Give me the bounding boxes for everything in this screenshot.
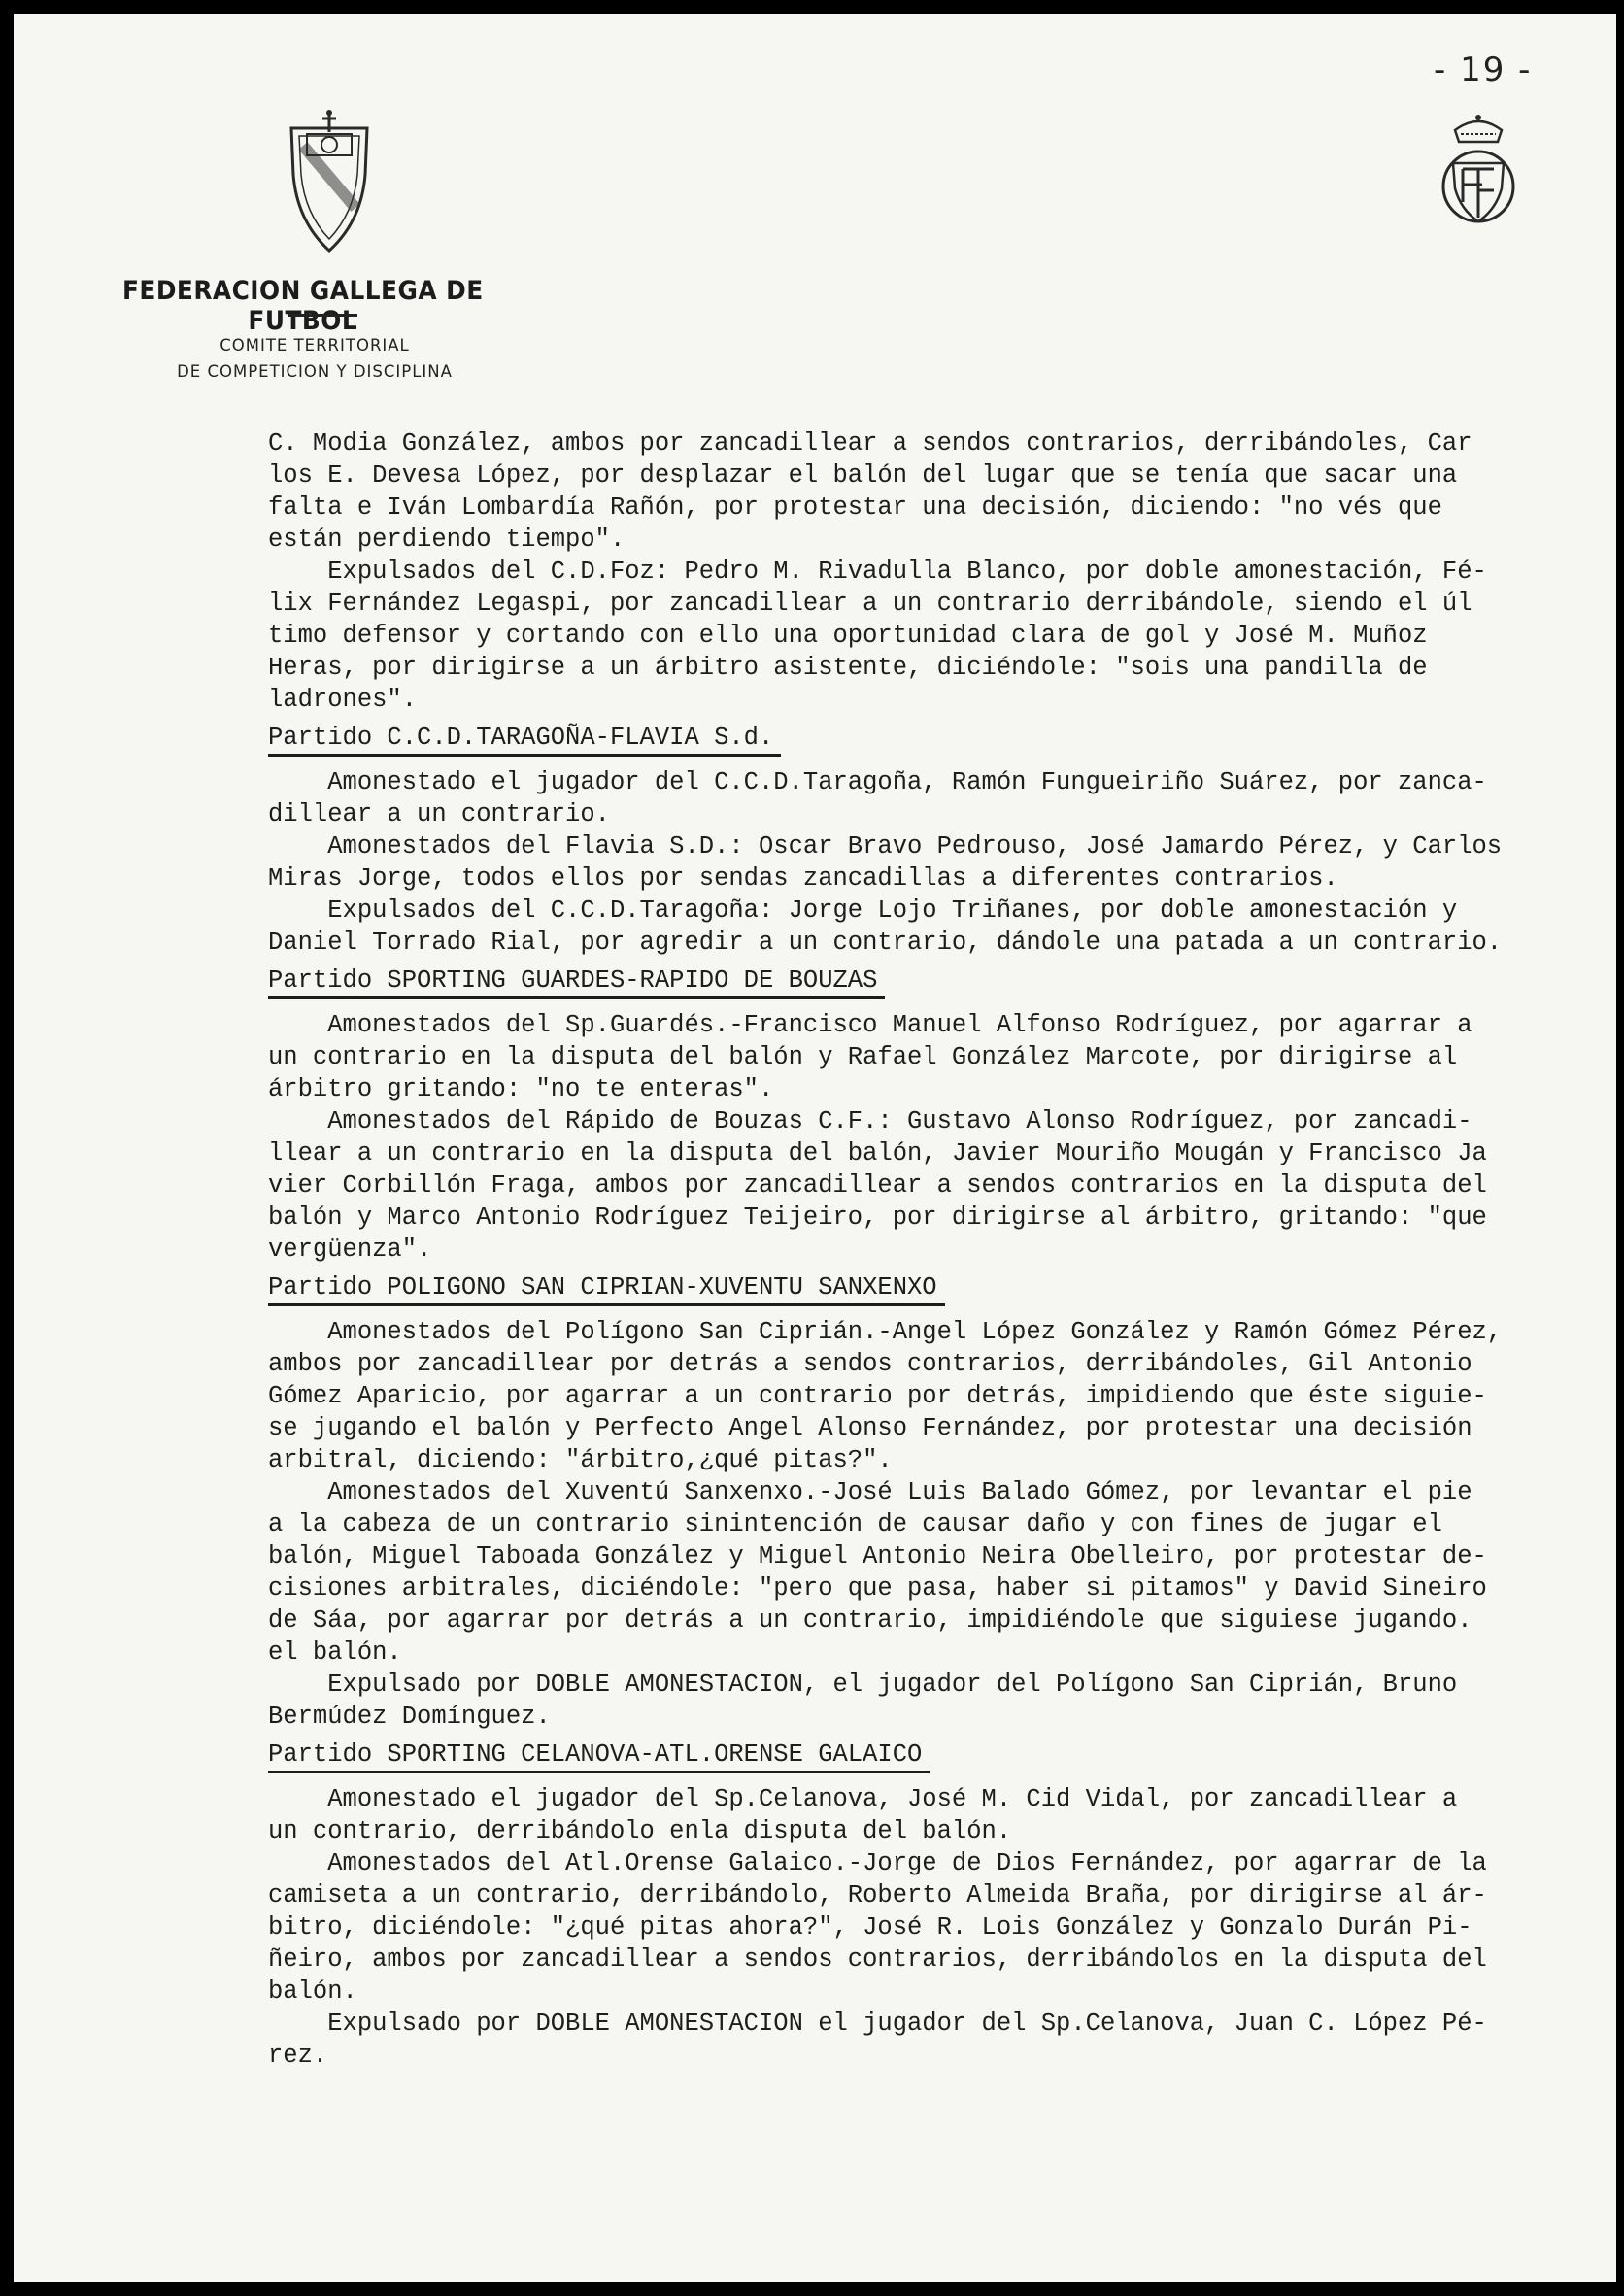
text-line: vier Corbillón Fraga, ambos por zancadillear a sendos contrarios en la disputa del [268,1171,1487,1199]
text-line: dillear a un contrario. [268,800,610,828]
paragraph-block-5 [268,1783,1616,2072]
text-line: están perdiendo tiempo". [268,525,626,554]
committee-line-1: COMITE TERRITORIAL [220,336,410,355]
federation-name: FEDERACION GALLEGA DE FUTBOL [121,276,484,336]
text-line: ambos por zancadillear por detrás a sendos contrarios, derribándoles, Gil Antonio [268,1350,1472,1378]
text-line: lix Fernández Legaspi, por zancadillear a un contrario derribándole, siendo el úl [268,590,1472,618]
document-page [14,14,1616,2282]
text-line: camiseta a un contrario, derribándolo, Roberto Almeida Braña, por dirigirse al ár- [268,1881,1487,1909]
text-line: Expulsados del C.C.D.Taragoña: Jorge Lojo Triñanes, por doble amonestación y [268,896,1458,925]
text-line: el balón. [268,1638,402,1667]
text-line: de Sáa, por agarrar por detrás a un contrario, impidiéndole que siguiese jugando. [268,1606,1472,1635]
text-line: balón y Marco Antonio Rodríguez Teijeiro, por dirigirse al árbitro, gritando: "que [268,1203,1487,1232]
text-line: Gómez Aparicio, por agarrar a un contrario por detrás, impidiendo que éste siguie- [268,1382,1487,1410]
paragraph-block-3 [268,1009,1616,1266]
page-number: - 19 - [1434,51,1533,89]
text-line: Expulsado por DOBLE AMONESTACION, el jugador del Polígono San Ciprián, Bruno [268,1671,1458,1699]
text-line: los E. Devesa López, por desplazar el balón del lugar que se tenía que sacar una [268,461,1458,490]
text-line: Amonestado el jugador del Sp.Celanova, José M. Cid Vidal, por zancadillear a [268,1785,1458,1813]
text-line: ñeiro, ambos por zancadillear a sendos contrarios, derribándolos en la disputa del [268,1945,1487,1974]
text-line: un contrario en la disputa del balón y Rafael González Marcote, por dirigirse al [268,1043,1458,1071]
federation-shield-icon [286,107,373,254]
text-line: C. Modia González, ambos por zancadillear a sendos contrarios, derribándoles, Car [268,429,1472,457]
text-line: Amonestados del Rápido de Bouzas C.F.: Gustavo Alonso Rodríguez, por zancadi- [268,1107,1472,1135]
text-line: arbitral, diciendo: "árbitro,¿qué pitas?". [268,1446,893,1474]
text-line: cisiones arbitrales, diciéndole: "pero que pasa, haber si pitamos" y David Sineiro [268,1574,1487,1603]
text-line: Amonestados del Sp.Guardés.-Francisco Manuel Alfonso Rodríguez, por agarrar a [268,1011,1472,1039]
text-line: bitro, diciéndole: "¿qué pitas ahora?", José R. Lois González y Gonzalo Durán Pi- [268,1913,1472,1941]
text-line: vergüenza". [268,1235,432,1264]
match-heading: Partido SPORTING CELANOVA-ATL.ORENSE GALAICO [268,1739,930,1773]
match-heading: Partido SPORTING GUARDES-RAPIDO DE BOUZAS [268,964,885,999]
text-line: Expulsado por DOBLE AMONESTACION el jugador del Sp.Celanova, Juan C. López Pé- [268,2009,1487,2038]
disciplinary-text [268,427,1616,2072]
text-line: rez. [268,2042,328,2070]
paragraph-block-4 [268,1316,1616,1733]
text-line: Miras Jorge, todos ellos por sendas zancadillas a diferentes contrarios. [268,864,1338,893]
text-line: Amonestado el jugador del C.C.D.Taragoña, Ramón Fungueiriño Suárez, por zanca- [268,768,1487,796]
text-line: llear a un contrario en la disputa del balón, Javier Mouriño Mougán y Francisco Ja [268,1139,1487,1167]
header-divider [288,314,357,317]
text-line: balón. [268,1977,357,2006]
text-line: Daniel Torrado Rial, por agredir a un contrario, dándole una patada a un contrario. [268,929,1503,957]
text-line: se jugando el balón y Perfecto Angel Alonso Fernández, por protestar una decisión [268,1414,1472,1442]
match-heading: Partido POLIGONO SAN CIPRIAN-XUVENTU SANXENXO [268,1271,945,1306]
committee-line-2: DE COMPETICION Y DISCIPLINA [177,362,453,381]
text-line: Amonestados del Xuventú Sanxenxo.-José Luis Balado Gómez, por levantar el pie [268,1478,1472,1506]
paragraph-block-1 [268,427,1616,716]
text-line: árbitro gritando: "no te enteras". [268,1075,774,1103]
text-line: un contrario, derribándolo enla disputa del balón. [268,1817,1012,1845]
text-line: Bermúdez Domínguez. [268,1703,551,1731]
text-line: Heras, por dirigirse a un árbitro asistente, diciéndole: "sois una pandilla de [268,654,1428,682]
text-line: Expulsados del C.D.Foz: Pedro M. Rivadulla Blanco, por doble amonestación, Fé- [268,557,1487,586]
text-line: falta e Iván Lombardía Rañón, por protestar una decisión, diciendo: "no vés que [268,493,1442,522]
text-line: timo defensor y cortando con ello una oportunidad clara de gol y José M. Muñoz [268,622,1428,650]
text-line: Amonestados del Polígono San Ciprián.-Angel López González y Ramón Gómez Pérez, [268,1318,1503,1346]
text-line: ladrones". [268,686,418,714]
text-line: a la cabeza de un contrario sinintención de causar daño y con fines de jugar el [268,1510,1442,1538]
text-line: Amonestados del Atl.Orense Galaico.-Jorge de Dios Fernández, por agarrar de la [268,1849,1487,1877]
rfef-emblem-icon [1439,109,1517,235]
text-line: Amonestados del Flavia S.D.: Oscar Bravo Pedrouso, José Jamardo Pérez, y Carlos [268,832,1503,861]
text-line: balón, Miguel Taboada González y Miguel Antonio Neira Obelleiro, por protestar de- [268,1542,1487,1570]
paragraph-block-2 [268,766,1616,959]
match-heading: Partido C.C.D.TARAGOÑA-FLAVIA S.d. [268,722,781,757]
